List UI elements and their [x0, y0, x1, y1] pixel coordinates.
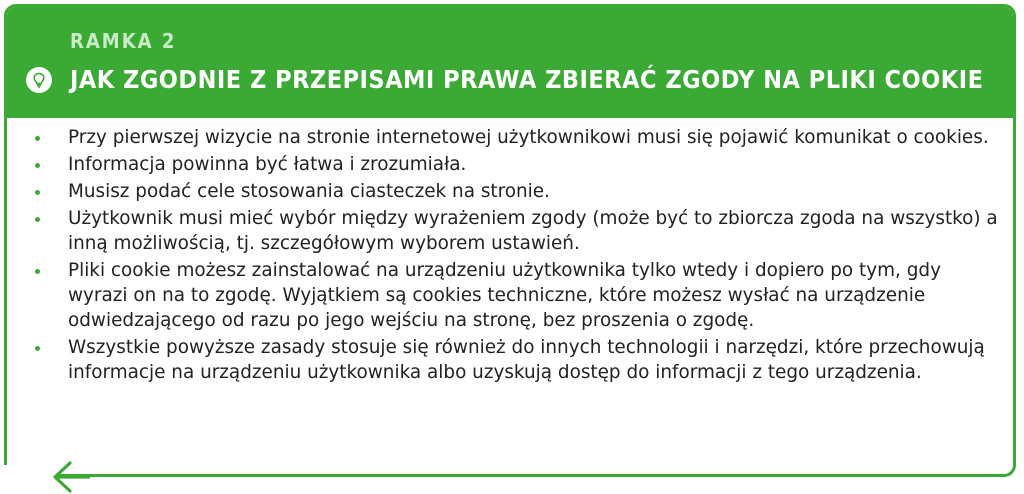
bullet-icon	[35, 217, 40, 222]
bullet-icon	[35, 190, 40, 195]
bullet-icon	[35, 163, 40, 168]
bullet-icon	[35, 346, 40, 351]
list-item	[27, 258, 1002, 333]
box-title: JAK ZGODNIE Z PRZEPISAMI PRAWA ZBIERAĆ ZGODY NA PLIKI COOKIE	[70, 65, 984, 94]
info-box	[4, 4, 1016, 477]
list-item	[27, 335, 1002, 385]
list-item-text: Pliki cookie możesz zainstalować na urządzeniu użytkownika tylko wtedy i dopiero po tym, gdy wyrazi on na to zgodę. Wyjątkiem są cookies techniczne, które możesz wysłać na urządzenie odwiedzającego od razu po jego wejściu na stronę, bez proszenia o zgodę.	[68, 260, 941, 331]
list-item-text: Użytkownik musi mieć wybór między wyrażeniem zgody (może być to zbiorcza zgoda na wszystko) a inną możliwością, tj. szczegółowym wyborem ustawień.	[68, 208, 998, 254]
list-item-text: Przy pierwszej wizycie na stronie internetowej użytkownikowi musi się pojawić komunikat o cookies.	[68, 127, 989, 148]
bullet-icon	[35, 136, 40, 141]
list-item-text: Wszystkie powyższe zasady stosuje się również do innych technologii i narzędzi, które przechowują informacje na urządzeniu użytkownika albo uzyskują dostęp do informacji z tego urządzenia.	[68, 337, 985, 383]
list-item-text: Musisz podać cele stosowania ciasteczek na stronie.	[68, 181, 550, 202]
bullet-icon	[35, 269, 40, 274]
list-item-text: Informacja powinna być łatwa i zrozumiała.	[68, 154, 467, 175]
rules-list	[27, 125, 1002, 387]
arrow-left-icon	[50, 460, 90, 494]
lightbulb-icon	[26, 67, 52, 93]
list-item	[27, 179, 1002, 204]
list-item	[27, 206, 1002, 256]
box-header	[7, 7, 1013, 118]
box-label: RAMKA 2	[70, 29, 177, 53]
list-item	[27, 125, 1002, 150]
list-item	[27, 152, 1002, 177]
